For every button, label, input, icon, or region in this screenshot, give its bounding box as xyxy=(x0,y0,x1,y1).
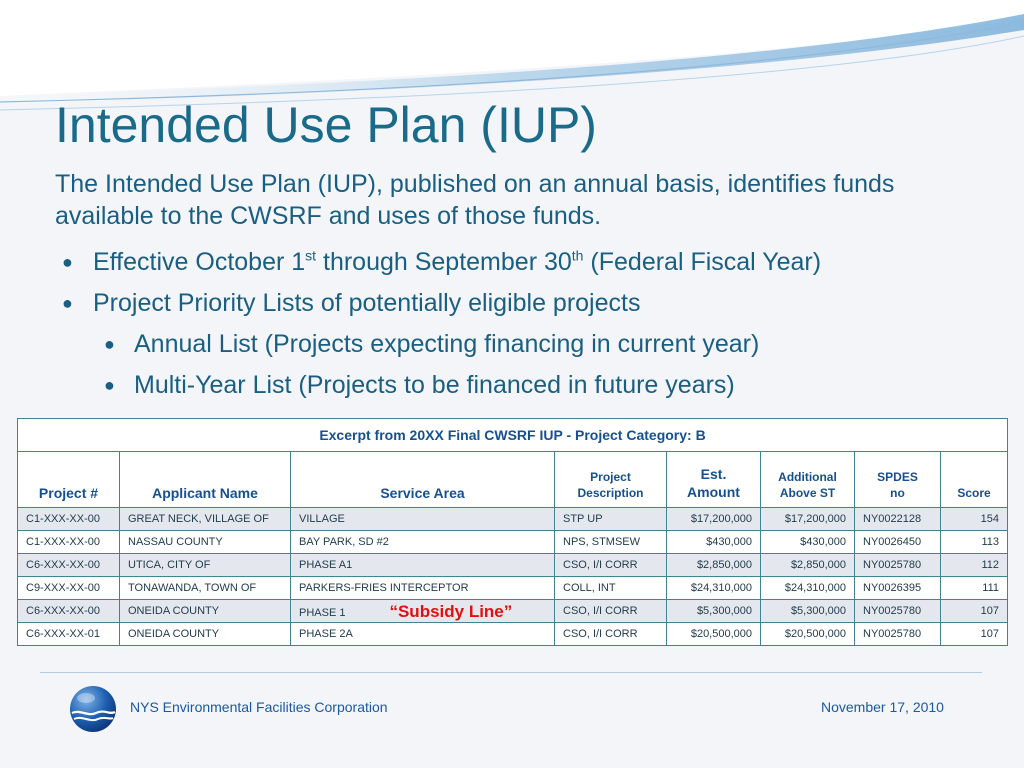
cell-description: COLL, INT xyxy=(555,577,667,600)
col-header-spdes xyxy=(855,452,941,508)
table-caption: Excerpt from 20XX Final CWSRF IUP - Project Category: B xyxy=(18,419,1008,452)
cell-additional: $2,850,000 xyxy=(761,554,855,577)
header-line: Est. xyxy=(700,465,727,482)
cell-applicant: ONEIDA COUNTY xyxy=(120,623,291,646)
service-area-text: PHASE 1 xyxy=(299,607,346,619)
bullet-text: Project Priority Lists of potentially eligible projects xyxy=(93,289,641,317)
cell-project-no: C6-XXX-XX-01 xyxy=(18,623,120,646)
cell-amount: $17,200,000 xyxy=(667,508,761,531)
cell-description: CSO, I/I CORR xyxy=(555,600,667,623)
header-line: Above ST xyxy=(779,485,836,500)
table-row xyxy=(18,554,1008,577)
header-line: Amount xyxy=(687,483,740,500)
cell-amount: $24,310,000 xyxy=(667,577,761,600)
table-header-row xyxy=(18,452,1008,508)
bullet-dot-icon: ● xyxy=(104,375,115,395)
col-header-service-area: Service Area xyxy=(291,452,555,508)
cell-score: 112 xyxy=(941,554,1008,577)
cell-spdes: NY0025780 xyxy=(855,554,941,577)
cell-amount: $5,300,000 xyxy=(667,600,761,623)
cell-project-no: C1-XXX-XX-00 xyxy=(18,508,120,531)
cell-spdes: NY0025780 xyxy=(855,600,941,623)
cell-service-area: BAY PARK, SD #2 xyxy=(291,531,555,554)
sub-bullet-annual-list xyxy=(60,324,1010,365)
cell-service-area: PHASE A1 xyxy=(291,554,555,577)
cell-additional: $24,310,000 xyxy=(761,577,855,600)
header-line: no xyxy=(890,485,905,500)
table-row xyxy=(18,623,1008,646)
cell-spdes: NY0025780 xyxy=(855,623,941,646)
cell-service-area: PARKERS-FRIES INTERCEPTOR xyxy=(291,577,555,600)
header-line: Additional xyxy=(778,469,837,484)
bullet-text-part3: (Federal Fiscal Year) xyxy=(583,248,822,276)
cell-description: CSO, I/I CORR xyxy=(555,554,667,577)
cell-amount: $430,000 xyxy=(667,531,761,554)
table-row-subsidy xyxy=(18,600,1008,623)
table-row xyxy=(18,531,1008,554)
cell-description: NPS, STMSEW xyxy=(555,531,667,554)
bullet-text: Annual List (Projects expecting financing in current year) xyxy=(134,330,760,358)
bullet-sup-th: th xyxy=(571,247,584,264)
cell-score: 107 xyxy=(941,600,1008,623)
footer-organization: NYS Environmental Facilities Corporation xyxy=(130,699,388,715)
footer-date: November 17, 2010 xyxy=(821,699,944,715)
cell-score: 154 xyxy=(941,508,1008,531)
cell-additional: $430,000 xyxy=(761,531,855,554)
cell-applicant: ONEIDA COUNTY xyxy=(120,600,291,623)
cell-score: 107 xyxy=(941,623,1008,646)
col-header-additional xyxy=(761,452,855,508)
cell-description: STP UP xyxy=(555,508,667,531)
cell-amount: $2,850,000 xyxy=(667,554,761,577)
bullet-fiscal-year xyxy=(60,242,1010,283)
bullet-text-part2: through September 30 xyxy=(316,248,572,276)
cell-description: CSO, I/I CORR xyxy=(555,623,667,646)
slide-subtitle: The Intended Use Plan (IUP), published on an annual basis, identifies funds available to the CWSRF and uses of those funds. xyxy=(55,170,895,230)
table-row xyxy=(18,508,1008,531)
cell-project-no: C6-XXX-XX-00 xyxy=(18,554,120,577)
header-line: Project xyxy=(590,469,631,484)
cell-applicant: TONAWANDA, TOWN OF xyxy=(120,577,291,600)
cell-additional: $20,500,000 xyxy=(761,623,855,646)
table-caption-row xyxy=(18,419,1008,452)
efc-logo-icon xyxy=(68,684,118,734)
cell-additional: $5,300,000 xyxy=(761,600,855,623)
cell-applicant: UTICA, CITY OF xyxy=(120,554,291,577)
col-header-amount xyxy=(667,452,761,508)
slide-title: Intended Use Plan (IUP) xyxy=(55,97,597,153)
bullet-dot-icon: ● xyxy=(62,293,73,313)
project-table xyxy=(17,418,1008,646)
cell-service-area xyxy=(291,600,555,623)
cell-project-no: C1-XXX-XX-00 xyxy=(18,531,120,554)
cell-service-area: VILLAGE xyxy=(291,508,555,531)
col-header-score: Score xyxy=(941,452,1008,508)
bullet-text: Multi-Year List (Projects to be financed in future years) xyxy=(134,371,735,399)
bullet-dot-icon: ● xyxy=(104,334,115,354)
sub-bullet-multi-year-list xyxy=(60,365,1010,406)
bullet-list xyxy=(60,242,1010,406)
subsidy-line-label: “Subsidy Line” xyxy=(389,602,513,621)
bullet-sup-st: st xyxy=(305,247,317,264)
cell-project-no: C6-XXX-XX-00 xyxy=(18,600,120,623)
cell-spdes: NY0022128 xyxy=(855,508,941,531)
cell-applicant: GREAT NECK, VILLAGE OF xyxy=(120,508,291,531)
cell-project-no: C9-XXX-XX-00 xyxy=(18,577,120,600)
cell-amount: $20,500,000 xyxy=(667,623,761,646)
footer-divider xyxy=(40,672,982,673)
col-header-project-no: Project # xyxy=(18,452,120,508)
cell-additional: $17,200,000 xyxy=(761,508,855,531)
table-row xyxy=(18,577,1008,600)
cell-spdes: NY0026450 xyxy=(855,531,941,554)
bullet-text-part1: Effective October 1 xyxy=(93,248,306,276)
cell-score: 113 xyxy=(941,531,1008,554)
bullet-priority-lists xyxy=(60,283,1010,324)
cell-applicant: NASSAU COUNTY xyxy=(120,531,291,554)
col-header-description xyxy=(555,452,667,508)
header-line: Description xyxy=(577,485,644,500)
bullet-dot-icon: ● xyxy=(62,252,73,272)
header-line: SPDES xyxy=(877,469,918,484)
cell-spdes: NY0026395 xyxy=(855,577,941,600)
cell-score: 111 xyxy=(941,577,1008,600)
col-header-applicant: Applicant Name xyxy=(120,452,291,508)
cell-service-area: PHASE 2A xyxy=(291,623,555,646)
